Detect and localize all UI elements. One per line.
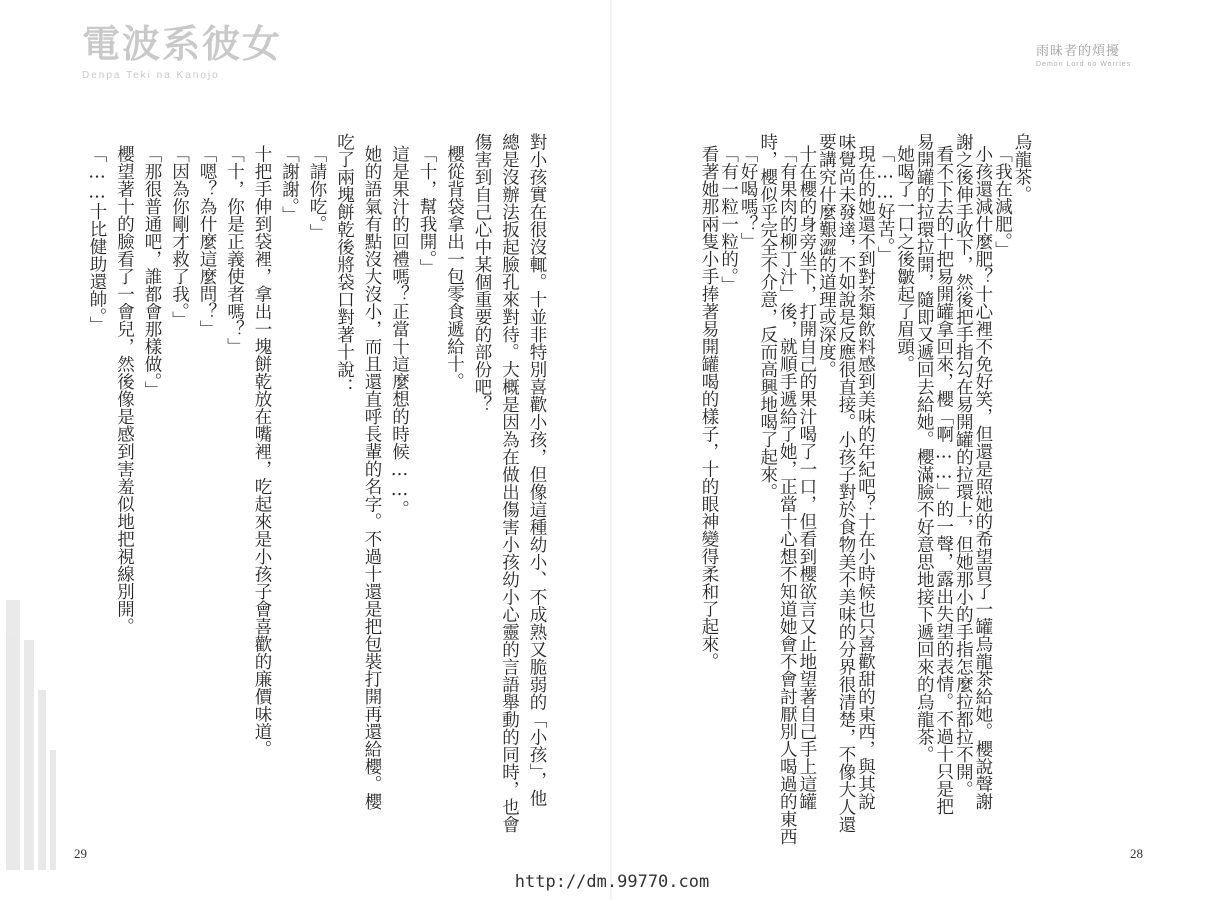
page-number-left: 29	[74, 846, 87, 861]
text-column: 「嗯？為什麼這麼問？」	[197, 145, 217, 338]
text-column: 這是果汁的回禮嗎？正當十這麼想的時候……。	[389, 145, 410, 518]
text-column: 「好喝嗎？」	[738, 145, 759, 250]
text-column: 對小孩實在很沒輒。十並非特別喜歡小孩，但像這種幼小、不成熟又脆弱的「小孩」，他	[527, 133, 547, 807]
text-column: 「我在減肥。」	[992, 145, 1013, 259]
chapter-subtitle: Demon Lord no Worries	[1036, 61, 1132, 68]
text-column: 小孩還減什麼肥？十心裡不免好笑，但還是照她的希望買了一罐烏龍茶給她。櫻說聲謝	[972, 145, 993, 810]
text-column: 烏龍茶。	[1012, 133, 1032, 203]
text-column: 她的語氣有點沒大沒小，而且還直呼長輩的名字。不過十還是把包裝打開再還給櫻。櫻	[362, 145, 382, 810]
text-column: 櫻從背袋拿出一包零食遞給十。	[444, 145, 465, 390]
text-column: 「十，你是正義使者嗎？」	[224, 145, 245, 355]
text-column: 傷害到自己心中某個重要的部份吧？	[472, 133, 492, 413]
page-gutter	[610, 0, 612, 900]
text-column: 「有果肉的柳丁汁」後，就順手遞給了她，正當十心想不知道她會不會討厭別人喝過的東西	[777, 145, 798, 845]
text-column: 謝之後伸手收下，然後把手指勾在易開罐的拉環上，但她那小的手指怎麼拉都拉不開。	[953, 133, 974, 798]
text-column: 十在櫻的身旁坐下，打開自己的果汁喝了一口，但看到櫻欲言又止地望著自己手上這罐	[796, 145, 817, 810]
footer-url[interactable]: http://dm.99770.com	[514, 872, 710, 892]
text-column: 十把手伸到袋裡，拿出一塊餅乾放在嘴裡，吃起來是小孩子會喜歡的廉價味道。	[252, 145, 272, 758]
text-column: 要講究什麼艱澀的道理或深度。	[816, 133, 837, 378]
text-column: 「謝謝。」	[279, 145, 300, 224]
text-column: 櫻望著十的臉看了一會兒，然後像是感到害羞似地把視線別開。	[114, 145, 135, 635]
header-left	[82, 21, 283, 81]
text-column: 「……好苦。」	[875, 145, 896, 264]
text-column: 看不下去的十把易開罐拿回來，櫻「啊……」的一聲，露出失望的表情。不過十只是把	[933, 145, 954, 815]
text-column: 「因為你剛才救了我。」	[169, 145, 190, 329]
book-subtitle: Denpa Teki na Kanojo	[82, 70, 220, 81]
text-column: 易開罐的拉環拉開，隨即又遞回去給她。櫻滿臉不好意思地接下遞回來的烏龍茶。	[914, 133, 935, 763]
text-column: 時，櫻似乎完全不介意，反而高興地喝了起來。	[757, 133, 778, 501]
text-column: 總是沒辦法扳起臉孔來對待。大概是因為在做出傷害小孩幼小心靈的言語舉動的同時，也會	[499, 133, 520, 833]
text-column: 現在的她還不到對茶類飲料感到美味的年紀吧？十在小時候也只喜歡甜的東西，與其說	[855, 145, 876, 810]
header-right	[1036, 40, 1131, 68]
text-column: 「有一粒一粒的。」	[718, 145, 739, 294]
text-column: 味覺尚未發達，不如說是反應很直接。小孩子對於食物美不美味的分界很清楚，不像大人還	[835, 133, 856, 833]
page-number-right: 28	[1130, 846, 1143, 861]
text-column: 吃了兩塊餅乾後將袋口對著十說：	[334, 133, 355, 396]
text-column: 她喝了一口之後皺起了眉頭。	[894, 145, 915, 373]
text-column: 「請你吃。」	[307, 145, 327, 242]
corner-decoration	[0, 600, 90, 870]
text-column: 「……十比健助還帥。」	[87, 145, 107, 334]
text-column: 「十，幫我開。」	[417, 145, 437, 277]
text-column: 看著她那兩隻小手捧著易開罐喝的樣子，十的眼神變得柔和了起來。	[699, 145, 719, 670]
book-title: 電波系彼女	[82, 21, 283, 66]
text-column: 「那很普通吧，誰都會那樣做。」	[142, 145, 162, 399]
chapter-title: 雨昧者的煩擾	[1036, 44, 1121, 59]
